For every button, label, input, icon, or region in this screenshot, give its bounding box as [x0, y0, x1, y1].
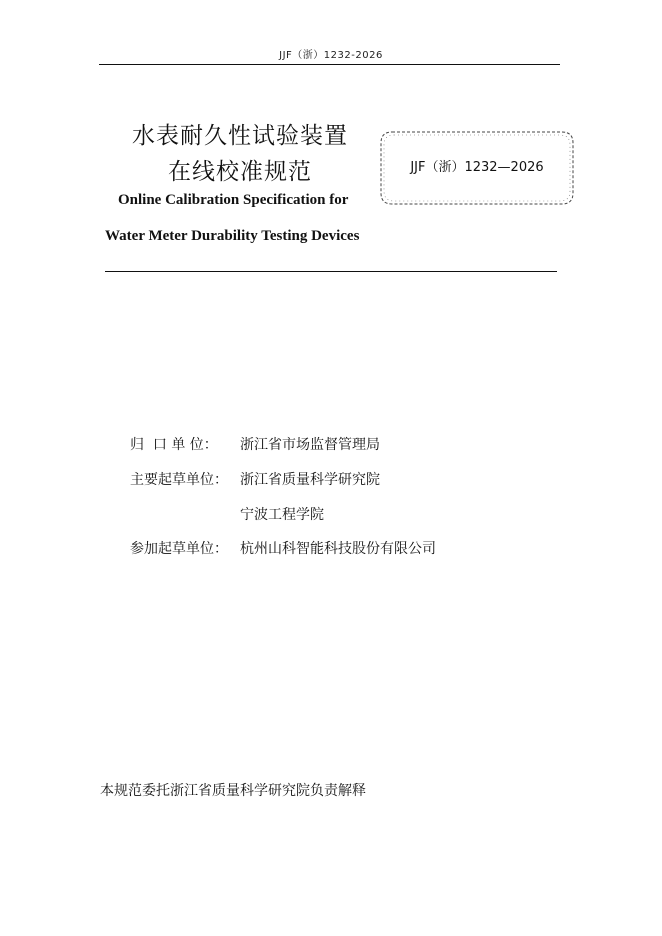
unit-row-participating: [130, 538, 436, 558]
code-box: [378, 129, 576, 207]
header-rule: [99, 64, 560, 65]
unit-row-main-drafting-2: [130, 504, 324, 524]
footer-note: 本规范委托浙江省质量科学研究院负责解释: [100, 783, 366, 799]
supervising-label: 归 口 单 位：: [130, 437, 218, 453]
participating-value: 杭州山科智能科技股份有限公司: [240, 541, 436, 557]
title-zh-line2: 在线校准规范: [168, 159, 312, 185]
title-zh-line1: 水表耐久性试验装置: [132, 123, 348, 149]
page-header-code: JJF（浙）1232-2026: [279, 50, 383, 61]
unit-row-supervising: [130, 434, 380, 454]
title-rule: [105, 271, 557, 272]
unit-row-main-drafting: [130, 469, 380, 489]
main-drafting-value-1: 浙江省质量科学研究院: [240, 472, 380, 488]
main-drafting-value-2: 宁波工程学院: [240, 507, 324, 523]
main-drafting-label: 主要起草单位：: [130, 472, 228, 488]
code-box-text: JJF（浙）1232—2026: [410, 160, 544, 175]
supervising-value: 浙江省市场监督管理局: [240, 437, 380, 453]
participating-label: 参加起草单位：: [130, 541, 228, 557]
title-en-line2: Water Meter Durability Testing Devices: [105, 228, 360, 244]
title-en-line1: Online Calibration Specification for: [118, 192, 349, 208]
